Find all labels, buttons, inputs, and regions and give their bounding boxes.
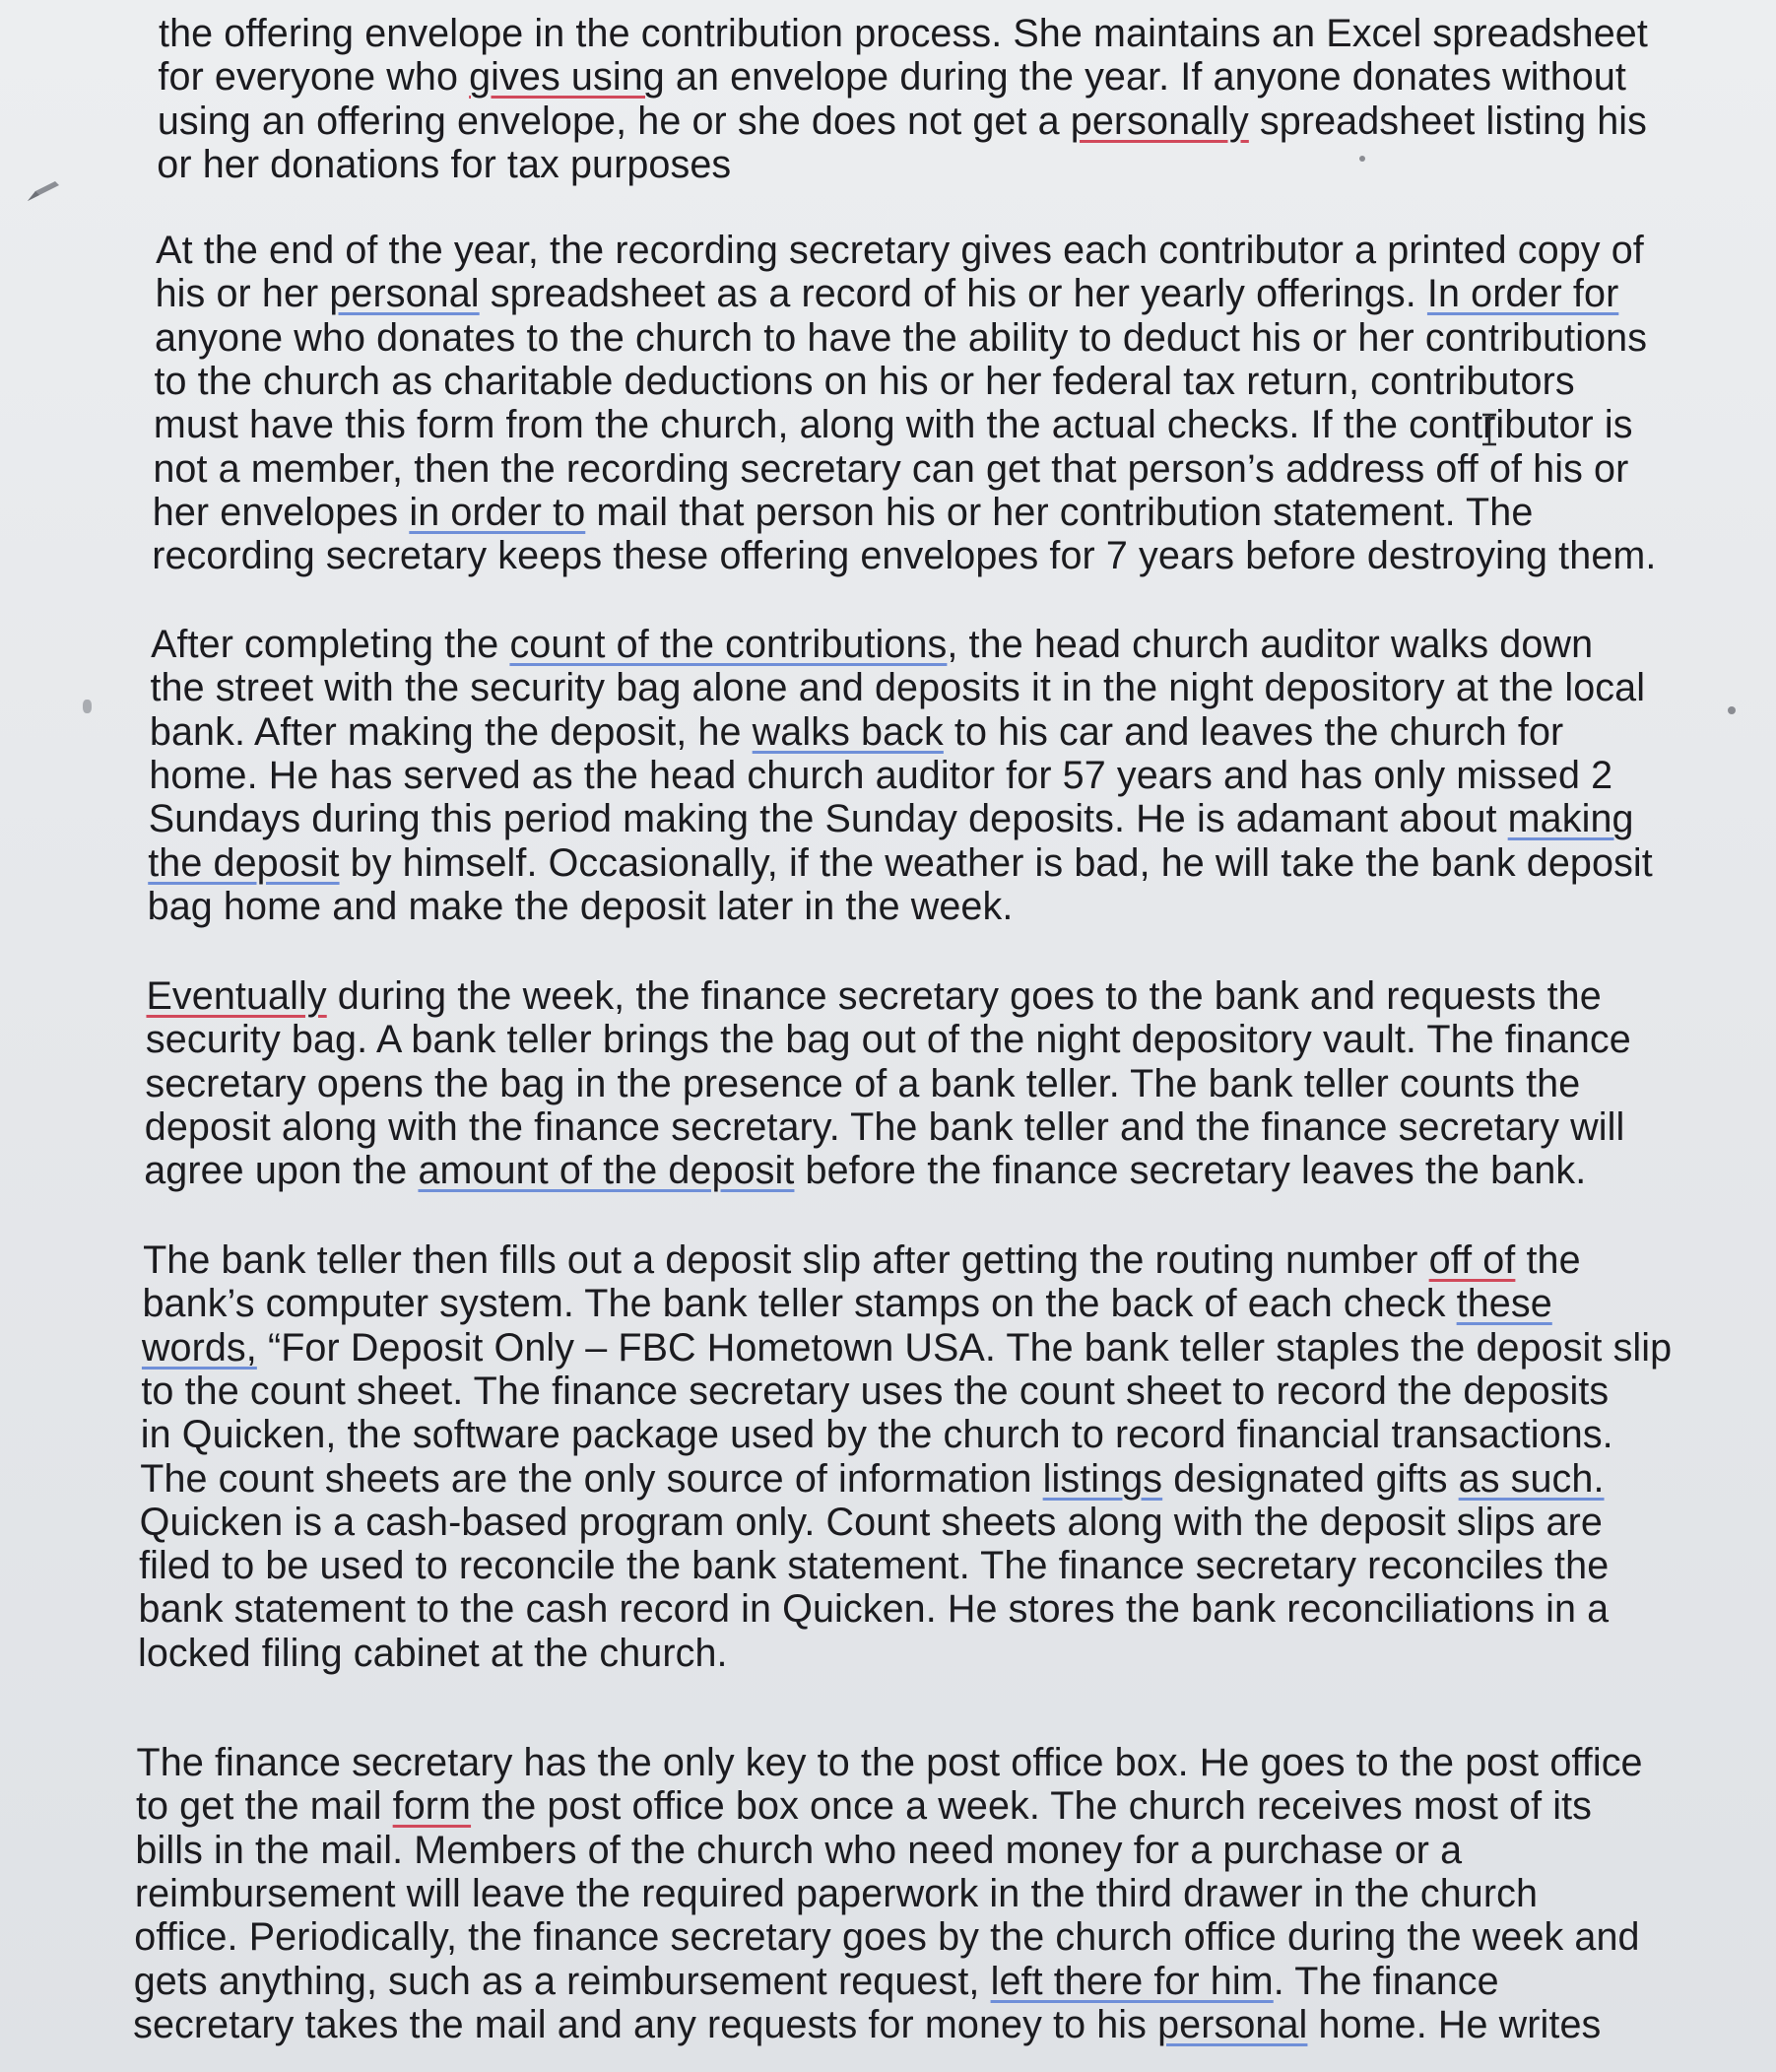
text-run: deposit along with the finance secretary. The bank teller and the finance secretary will <box>144 1104 1625 1149</box>
text-line <box>148 885 1014 928</box>
text-line <box>158 55 1626 99</box>
text-line <box>139 1587 1610 1631</box>
text-line <box>149 754 1612 797</box>
text-run: The bank teller then fills out a deposit slip after getting the routing number <box>143 1238 1429 1282</box>
grammar-flag: in order to <box>409 490 586 534</box>
spelling-flag: off of <box>1428 1238 1516 1282</box>
grammar-flag: making <box>1507 797 1634 841</box>
text-run: the post office box once a week. The church receives most of its <box>471 1784 1593 1829</box>
grammar-flag: personal <box>329 272 480 316</box>
text-line <box>159 12 1648 55</box>
text-run: office. Periodically, the finance secretary goes by the church office during the week and <box>134 1915 1640 1960</box>
text-run: Quicken is a cash-based program only. Count sheets along with the deposit slips are <box>139 1500 1603 1544</box>
text-line <box>142 1326 1672 1370</box>
pen-icon <box>26 177 61 203</box>
text-line <box>153 491 1534 534</box>
text-line <box>150 710 1563 754</box>
text-run: during the week, the finance secretary goes to the bank and requests the <box>326 974 1602 1018</box>
text-line <box>135 1829 1462 1872</box>
text-run: the street with the security bag alone and deposits it in the night depository at the local <box>150 666 1646 710</box>
text-run: At the end of the year, the recording secretary gives each contributor a printed copy of <box>156 229 1644 272</box>
speck-dot <box>83 700 92 713</box>
text-line <box>156 272 1619 315</box>
text-line <box>134 1915 1639 1959</box>
text-run: reimbursement will leave the required paperwork in the third drawer in the church <box>134 1871 1539 1915</box>
text-run: to get the mail <box>135 1784 393 1829</box>
text-line <box>152 534 1656 577</box>
text-run: bills in the mail. Members of the church who need money for a purchase or a <box>135 1828 1463 1872</box>
grammar-flag: the deposit <box>148 840 340 885</box>
spelling-flag: gives using <box>469 55 665 100</box>
text-line <box>149 797 1634 840</box>
text-run: spreadsheet listing his <box>1248 99 1648 143</box>
spelling-flag: form <box>392 1784 472 1829</box>
text-line <box>136 1784 1592 1828</box>
text-run: designated gifts <box>1162 1456 1459 1501</box>
text-line <box>144 1149 1586 1192</box>
text-run: bank. After making the deposit, he <box>149 709 753 754</box>
text-run: “For Deposit Only – FBC Hometown USA. The bank teller staples the deposit slip <box>256 1325 1673 1370</box>
text-run: . The finance <box>1273 1959 1499 2003</box>
text-line <box>141 1370 1609 1413</box>
text-run: or her donations for tax purposes <box>157 142 732 186</box>
grammar-flag: these <box>1456 1282 1552 1326</box>
text-line <box>134 1960 1499 2003</box>
grammar-flag: walks back <box>752 709 944 754</box>
text-run: security bag. A bank teller brings the bag out of the night depository vault. The finance <box>145 1018 1631 1062</box>
text-run: gets anything, such as a reimbursement request, <box>133 1959 991 2003</box>
text-line <box>135 1872 1538 1915</box>
text-run: filed to be used to reconcile the bank statement. The finance secretary reconciles the <box>139 1544 1610 1588</box>
text-run: The finance secretary has the only key to the post office box. He goes to the post office <box>136 1741 1643 1784</box>
text-run: The count sheets are the only source of information <box>140 1456 1043 1501</box>
text-line <box>150 666 1645 709</box>
text-run: locked filing cabinet at the church. <box>137 1631 728 1675</box>
text-run: her envelopes <box>152 490 410 534</box>
text-line <box>141 1413 1613 1456</box>
text-line <box>145 1062 1580 1105</box>
text-line <box>143 1238 1581 1282</box>
text-line <box>151 623 1593 666</box>
text-run: secretary opens the bag in the presence of a bank teller. The bank teller counts the <box>145 1061 1581 1105</box>
text-run: before the finance secretary leaves the bank. <box>794 1149 1587 1193</box>
text-run: recording secretary keeps these offering envelopes for 7 years before destroying them. <box>152 534 1657 578</box>
text-run: agree upon the <box>144 1149 419 1193</box>
speck-dot <box>1359 156 1365 162</box>
speck-dot <box>1728 706 1736 714</box>
text-run: bank’s computer system. The bank teller stamps on the back of each check <box>142 1282 1457 1326</box>
text-run: to his car and leaves the church for <box>943 709 1564 754</box>
text-run: Sundays during this period making the Sunday deposits. He is adamant about <box>148 797 1508 841</box>
text-run: secretary takes the mail and any requests for money to his <box>133 2002 1158 2046</box>
grammar-flag: amount of the deposit <box>418 1149 795 1193</box>
text-run: the <box>1515 1238 1581 1282</box>
grammar-flag: listings <box>1042 1456 1163 1501</box>
grammar-flag: left there for him <box>990 1959 1274 2003</box>
grammar-flag: words, <box>141 1325 257 1370</box>
text-line <box>154 403 1633 446</box>
text-line <box>148 841 1653 885</box>
text-line <box>153 447 1628 491</box>
text-line <box>140 1457 1604 1501</box>
grammar-flag: In order for <box>1426 272 1619 316</box>
text-line <box>142 1282 1551 1325</box>
text-run: the offering envelope in the contribution process. She maintains an Excel spreadsheet <box>159 12 1648 55</box>
text-line <box>157 143 731 186</box>
text-line <box>145 1105 1625 1149</box>
spelling-flag: personally <box>1070 99 1249 143</box>
text-line <box>139 1544 1609 1587</box>
text-line <box>155 316 1647 360</box>
text-run: bank statement to the cash record in Quicken. He stores the bank reconciliations in a <box>138 1587 1610 1632</box>
text-run: for everyone who <box>158 55 470 100</box>
text-run: must have this form from the church, along with the actual checks. If the contributor is <box>153 403 1633 447</box>
text-cursor-icon <box>1480 413 1499 446</box>
text-line <box>156 229 1644 272</box>
text-line <box>140 1501 1603 1544</box>
text-run: not a member, then the recording secretary can get that person’s address off of his or <box>153 446 1629 491</box>
text-run: by himself. Occasionally, if the weather is bad, he will take the bank deposit <box>339 840 1653 885</box>
text-line <box>146 1018 1631 1061</box>
text-run: in Quicken, the software package used by the church to record financial transactions. <box>140 1413 1613 1457</box>
text-line <box>138 1632 728 1675</box>
text-run: , the head church auditor walks down <box>947 623 1594 666</box>
text-line <box>137 1741 1643 1784</box>
text-run: home. He has served as the head church auditor for 57 years and has only missed 2 <box>149 753 1613 797</box>
text-line <box>154 360 1574 403</box>
text-run: using an offering envelope, he or she does not get a <box>157 99 1071 143</box>
text-run: anyone who donates to the church to have the ability to deduct his or her contributions <box>155 315 1648 360</box>
text-run: to the count sheet. The finance secretary uses the count sheet to record the deposits <box>141 1369 1610 1413</box>
text-run: an envelope during the year. If anyone donates without <box>664 55 1626 100</box>
text-run: After completing the <box>151 623 510 666</box>
grammar-flag: personal <box>1157 2002 1308 2046</box>
text-run: his or her <box>155 272 330 316</box>
text-run: home. He writes <box>1307 2002 1602 2046</box>
text-run: mail that person his or her contribution statement. The <box>585 490 1534 534</box>
text-run: bag home and make the deposit later in the week. <box>147 884 1014 928</box>
text-line <box>146 974 1601 1018</box>
text-run: spreadsheet as a record of his or her yearly offerings. <box>479 272 1427 316</box>
grammar-flag: count of the contributions <box>509 623 948 666</box>
text-line <box>158 100 1647 143</box>
text-run: to the church as charitable deductions on his or her federal tax return, contributors <box>154 359 1575 403</box>
text-line <box>133 2003 1601 2046</box>
grammar-flag: as such. <box>1458 1456 1605 1501</box>
spelling-flag: Eventually <box>146 974 327 1018</box>
